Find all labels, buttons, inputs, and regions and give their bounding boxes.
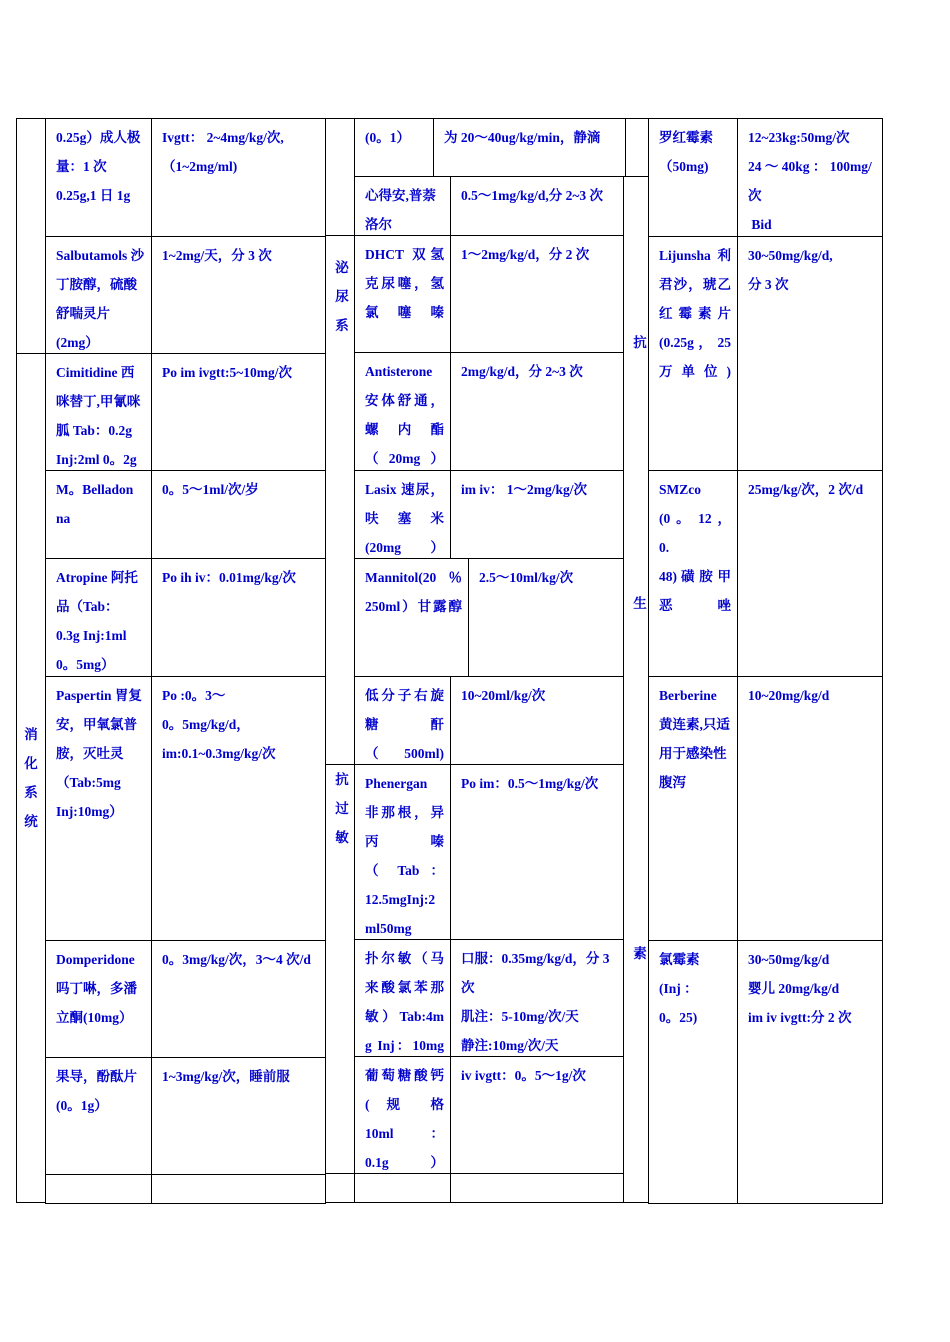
dosage-cell xyxy=(151,236,326,354)
dosage-cell xyxy=(450,939,624,1057)
drug-name-cell xyxy=(648,470,738,677)
dosage-cell xyxy=(450,235,624,354)
dosage-cell xyxy=(737,676,883,941)
drug-name-cell-text: Paspertin 胃复安，甲氧氯普胺，灭吐灵 （Tab:5mg Inj:10mg） xyxy=(56,688,142,819)
dosage-cell xyxy=(450,1056,624,1174)
dosage-cell-text: iv ivgtt：0。5～1g/次 xyxy=(461,1068,586,1083)
drug-name-cell xyxy=(648,236,738,471)
drug-name-cell-text: 氯霉素 (Inj ： 0。25) xyxy=(659,952,700,1025)
drug-name-cell-text: M。Belladon na xyxy=(56,482,134,526)
dosage-cell-text: 25mg/kg/次，2 次/d xyxy=(748,482,864,497)
dosage-cell-text: im iv： 1～2mg/kg/次 xyxy=(461,482,588,497)
drug-name-cell xyxy=(45,236,152,354)
dosage-cell-text: Po im ivgtt:5~10mg/次 xyxy=(162,365,292,380)
dosage-cell xyxy=(737,940,883,1204)
dosage-cell-text: 10~20mg/kg/d xyxy=(748,688,830,703)
dosage-cell xyxy=(151,1057,326,1175)
dosage-cell-text: Po :0。3～ 0。5mg/kg/d， im:0.1~0.3mg/kg/次 xyxy=(162,688,276,761)
dosage-cell-text: Ivgtt： 2~4mg/kg/次, （1~2mg/ml) xyxy=(162,130,284,174)
dosage-cell xyxy=(737,118,883,237)
dosage-cell-text: 12~23kg:50mg/次 24 ～ 40kg ： 100mg/次 Bid xyxy=(748,130,872,232)
drug-name-cell xyxy=(354,1173,451,1203)
drug-name-cell-text: Antisterone 安体舒通，螺 内 酯 （20mg） xyxy=(365,364,444,466)
drug-name-cell-text: 0.25g）成人极量：1 次 0.25g,1 日 1g xyxy=(56,130,141,203)
drug-name-cell xyxy=(354,558,469,677)
dosage-cell xyxy=(737,236,883,471)
drug-name-cell-text: Berberine 黄连素,只适用于感染性腹泻 xyxy=(659,688,730,790)
dosage-cell xyxy=(151,558,326,677)
category-label-antibiotic-2: 生 xyxy=(633,595,647,611)
category-label-digestive: 消 化 系 统 xyxy=(24,727,38,829)
category-cell-top xyxy=(16,118,46,354)
drug-name-cell xyxy=(354,235,451,354)
drug-name-cell-text: Cimitidine 西咪替丁,甲氰咪胍 Tab：0.2g Inj:2ml 0。2g xyxy=(56,365,141,467)
dosage-cell-text: 为 20～40ug/kg/min，静滴 xyxy=(444,130,601,145)
drug-name-cell xyxy=(45,558,152,677)
drug-name-cell xyxy=(45,118,152,237)
dosage-cell xyxy=(151,1174,326,1204)
drug-name-cell xyxy=(354,676,451,765)
dosage-cell-text: 1~2mg/天，分 3 次 xyxy=(162,248,272,263)
dosage-cell-text: 30~50mg/kg/d 婴儿 20mg/kg/d im iv ivgtt:分 2 次 xyxy=(748,952,852,1025)
dosage-cell xyxy=(450,676,624,765)
dosage-cell xyxy=(151,353,326,471)
drug-name-cell xyxy=(354,764,451,941)
category-label-antibiotic-1: 抗 xyxy=(633,334,647,350)
dosage-cell-text: 0。5～1ml/次/岁 xyxy=(162,482,259,497)
drug-name-cell xyxy=(45,353,152,471)
drug-name-cell-text: Lijunsha 利君沙，琥乙红 霉 素 片 (0.25g ， 25 万单位) xyxy=(659,248,731,379)
category-cell-gap xyxy=(625,118,649,177)
drug-name-cell xyxy=(648,940,738,1204)
dosage-cell-text: 0。3mg/kg/次，3～4 次/d xyxy=(162,952,311,967)
dosage-cell xyxy=(468,558,624,677)
dosage-cell xyxy=(151,118,326,237)
drug-name-cell xyxy=(354,118,434,177)
drug-name-cell xyxy=(354,470,451,559)
drug-name-cell-text: 罗红霉素 （50mg) xyxy=(659,130,713,174)
drug-name-cell xyxy=(354,1056,451,1174)
dosage-cell xyxy=(450,176,624,236)
dosage-cell xyxy=(151,940,326,1058)
drug-name-cell xyxy=(45,470,152,559)
drug-name-cell-text: Phenergan 非那根，异丙 嗪 （ Tab ： 12.5mgInj:2 ml50mg xyxy=(365,776,444,936)
dosage-cell-text: 2.5～10ml/kg/次 xyxy=(479,570,574,585)
drug-name-cell-text: Lasix 速尿，呋 塞 米 (20mg） xyxy=(365,482,444,555)
category-cell-mid-top xyxy=(325,118,355,236)
dosage-cell-text: 0.5～1mg/kg/d,分 2~3 次 xyxy=(461,188,604,203)
drug-name-cell xyxy=(45,1174,152,1204)
dosage-cell-text: 30~50mg/kg/d, 分 3 次 xyxy=(748,248,833,292)
drug-name-cell xyxy=(648,676,738,941)
dosage-cell xyxy=(151,676,326,941)
drug-name-cell-text: Atropine 阿托品（Tab： 0.3g Inj:1ml 0。5mg） xyxy=(56,570,138,672)
drug-name-cell-text: SMZco (0 。 12 ， 0. 48) 磺 胺 甲 恶唑 xyxy=(659,482,731,613)
category-label-antibiotic-3: 素 xyxy=(633,945,647,961)
dosage-cell-text: 1~3mg/kg/次，睡前服 xyxy=(162,1069,290,1084)
drug-name-cell-text: DHCT 双氢克尿噻，氢氯噻嗪 xyxy=(365,247,444,320)
dosage-cell-text: 口服：0.35mg/kg/d，分 3 次 肌注：5-10mg/次/天 静注:10mg/次/天 xyxy=(461,951,610,1053)
drug-name-cell xyxy=(354,939,451,1057)
drug-name-cell-text: Salbutamols 沙丁胺醇，硫酸舒喘灵片 (2mg） xyxy=(56,248,145,350)
drug-name-cell-text: (0。1） xyxy=(365,130,410,145)
dosage-cell-text: 10~20ml/kg/次 xyxy=(461,688,546,703)
dosage-cell xyxy=(450,764,624,941)
dosage-cell xyxy=(450,470,624,559)
dosage-cell xyxy=(737,470,883,677)
dosage-cell xyxy=(450,1173,624,1203)
drug-name-cell-text: 低分子右旋糖 酐 （500ml) xyxy=(365,688,444,761)
category-cell-bottom xyxy=(325,1173,355,1203)
drug-name-cell xyxy=(45,1057,152,1175)
dosage-cell xyxy=(151,470,326,559)
drug-name-cell-text: 心得安,普萘洛尔 xyxy=(365,188,436,232)
drug-name-cell xyxy=(45,676,152,941)
dosage-cell-text: Po im：0.5～1mg/kg/次 xyxy=(461,776,599,791)
dosage-cell-text: Po ih iv：0.01mg/kg/次 xyxy=(162,570,296,585)
drug-name-cell-text: 扑尔敏（马来酸氯苯那敏）Tab:4m g Inj：10mg xyxy=(365,951,444,1053)
dosage-cell xyxy=(433,118,626,177)
drug-name-cell xyxy=(354,176,451,236)
drug-name-cell xyxy=(648,118,738,237)
drug-name-cell xyxy=(45,940,152,1058)
drug-name-cell-text: 葡萄糖酸钙 ( 规 格 10ml ： 0.1g） xyxy=(365,1068,444,1170)
dosage-cell-text: 2mg/kg/d，分 2~3 次 xyxy=(461,364,583,379)
drug-name-cell-text: Domperidone 吗丁啉，多潘立酮(10mg） xyxy=(56,952,139,1025)
category-label-antiallergy: 抗 过 敏 xyxy=(335,771,349,845)
dosage-cell-text: 1～2mg/kg/d，分 2 次 xyxy=(461,247,590,262)
drug-name-cell-text: 果导，酚酞片 (0。1g） xyxy=(56,1069,137,1113)
category-label-urinary: 泌 尿 系 xyxy=(335,259,349,333)
dosage-cell xyxy=(450,352,624,471)
drug-name-cell xyxy=(354,352,451,471)
drug-name-cell-text: Mannitol(20 ％ 250ml）甘露醇 xyxy=(365,570,466,614)
